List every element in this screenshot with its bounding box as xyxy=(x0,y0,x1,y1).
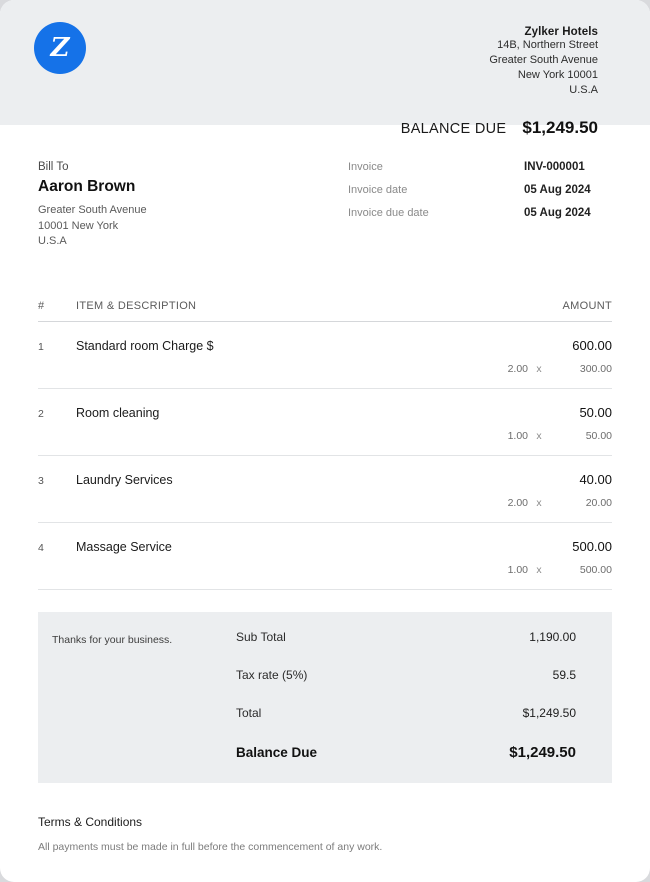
meta-row xyxy=(348,161,598,173)
column-header-number: # xyxy=(38,299,45,312)
table-row-detail xyxy=(38,430,612,442)
invoice-date-label: Invoice date xyxy=(348,184,408,196)
table-row xyxy=(38,389,612,456)
terms-section xyxy=(38,815,612,853)
invoice-number-label: Invoice xyxy=(348,161,383,173)
meta-row xyxy=(348,184,598,196)
customer-address-line-2: 10001 New York xyxy=(38,219,119,232)
table-header-row xyxy=(38,300,612,322)
customer-address-line-3: U.S.A xyxy=(38,235,67,247)
item-quantity: 1.00 xyxy=(507,563,528,576)
company-name: Zylker Hotels xyxy=(524,26,598,38)
total-row xyxy=(236,706,576,720)
table-row xyxy=(38,523,612,590)
company-info xyxy=(400,22,598,137)
tax-value: 59.5 xyxy=(552,667,576,682)
item-index: 3 xyxy=(38,474,44,487)
line-items-table xyxy=(38,300,612,590)
terms-body: All payments must be made in full before the commencement of any work. xyxy=(38,840,383,853)
item-quantity: 1.00 xyxy=(507,429,528,442)
total-value: $1,249.50 xyxy=(522,705,576,720)
multiply-symbol: x xyxy=(536,496,542,509)
bill-to-label: Bill To xyxy=(38,161,69,173)
item-quantity: 2.00 xyxy=(507,496,528,509)
table-row-main xyxy=(38,472,612,487)
table-row-main xyxy=(38,405,612,420)
item-description: Massage Service xyxy=(76,539,172,554)
total-label: Total xyxy=(236,705,262,720)
balance-due-total-label: Balance Due xyxy=(236,744,318,760)
logo-letter: Z xyxy=(50,33,70,63)
totals-section xyxy=(38,612,612,783)
invoice-date-value: 05 Aug 2024 xyxy=(524,184,591,196)
balance-due-amount: $1,249.50 xyxy=(522,118,598,137)
item-rate: 500.00 xyxy=(579,563,612,576)
item-rate: 50.00 xyxy=(585,429,612,442)
item-amount: 50.00 xyxy=(579,404,612,420)
multiply-symbol: x xyxy=(536,362,542,375)
table-row-main xyxy=(38,338,612,353)
totals-list xyxy=(236,630,576,761)
invoice-number-value: INV-000001 xyxy=(524,161,585,173)
table-row-detail xyxy=(38,497,612,509)
item-rate: 20.00 xyxy=(585,496,612,509)
item-rate: 300.00 xyxy=(579,362,612,375)
company-address-line-1: 14B, Northern Street xyxy=(497,39,598,51)
item-quantity: 2.00 xyxy=(507,362,528,375)
item-amount: 600.00 xyxy=(572,337,612,353)
item-index: 1 xyxy=(38,340,44,353)
item-description: Room cleaning xyxy=(76,405,160,420)
balance-due-label: BALANCE DUE xyxy=(400,121,507,137)
terms-title: Terms & Conditions xyxy=(38,814,143,829)
column-header-description: ITEM & DESCRIPTION xyxy=(76,299,197,312)
balance-due-total-value: $1,249.50 xyxy=(509,743,576,761)
table-row xyxy=(38,456,612,523)
meta-row xyxy=(348,207,598,219)
item-amount: 500.00 xyxy=(572,538,612,554)
tax-label: Tax rate (5%) xyxy=(236,667,308,682)
table-row xyxy=(38,322,612,389)
tax-row xyxy=(236,668,576,682)
invoice-due-date-value: 05 Aug 2024 xyxy=(524,207,591,219)
balance-due-row xyxy=(236,744,576,761)
table-row-detail xyxy=(38,363,612,375)
item-index: 2 xyxy=(38,407,44,420)
company-address-line-4: U.S.A xyxy=(569,84,598,96)
subtotal-value: 1,190.00 xyxy=(529,629,576,644)
bill-to-block xyxy=(38,161,147,250)
balance-due-header xyxy=(401,118,598,138)
invoice-info xyxy=(0,125,650,250)
invoice-header xyxy=(0,0,650,137)
item-index: 4 xyxy=(38,541,44,554)
subtotal-row xyxy=(236,630,576,644)
company-logo xyxy=(34,22,86,74)
table-row-main xyxy=(38,539,612,554)
multiply-symbol: x xyxy=(536,563,542,576)
column-header-amount: AMOUNT xyxy=(562,299,612,312)
customer-address-line-1: Greater South Avenue xyxy=(38,204,147,216)
item-description: Standard room Charge $ xyxy=(76,338,214,353)
table-row-detail xyxy=(38,564,612,576)
item-description: Laundry Services xyxy=(76,472,173,487)
thank-you-note: Thanks for your business. xyxy=(52,633,173,646)
item-amount: 40.00 xyxy=(579,471,612,487)
multiply-symbol: x xyxy=(536,429,542,442)
subtotal-label: Sub Total xyxy=(236,629,286,644)
customer-name: Aaron Brown xyxy=(38,178,136,195)
company-address-line-3: New York 10001 xyxy=(517,69,598,81)
invoice-due-date-label: Invoice due date xyxy=(348,207,429,219)
company-address-line-2: Greater South Avenue xyxy=(489,54,598,66)
invoice-meta xyxy=(348,161,598,250)
